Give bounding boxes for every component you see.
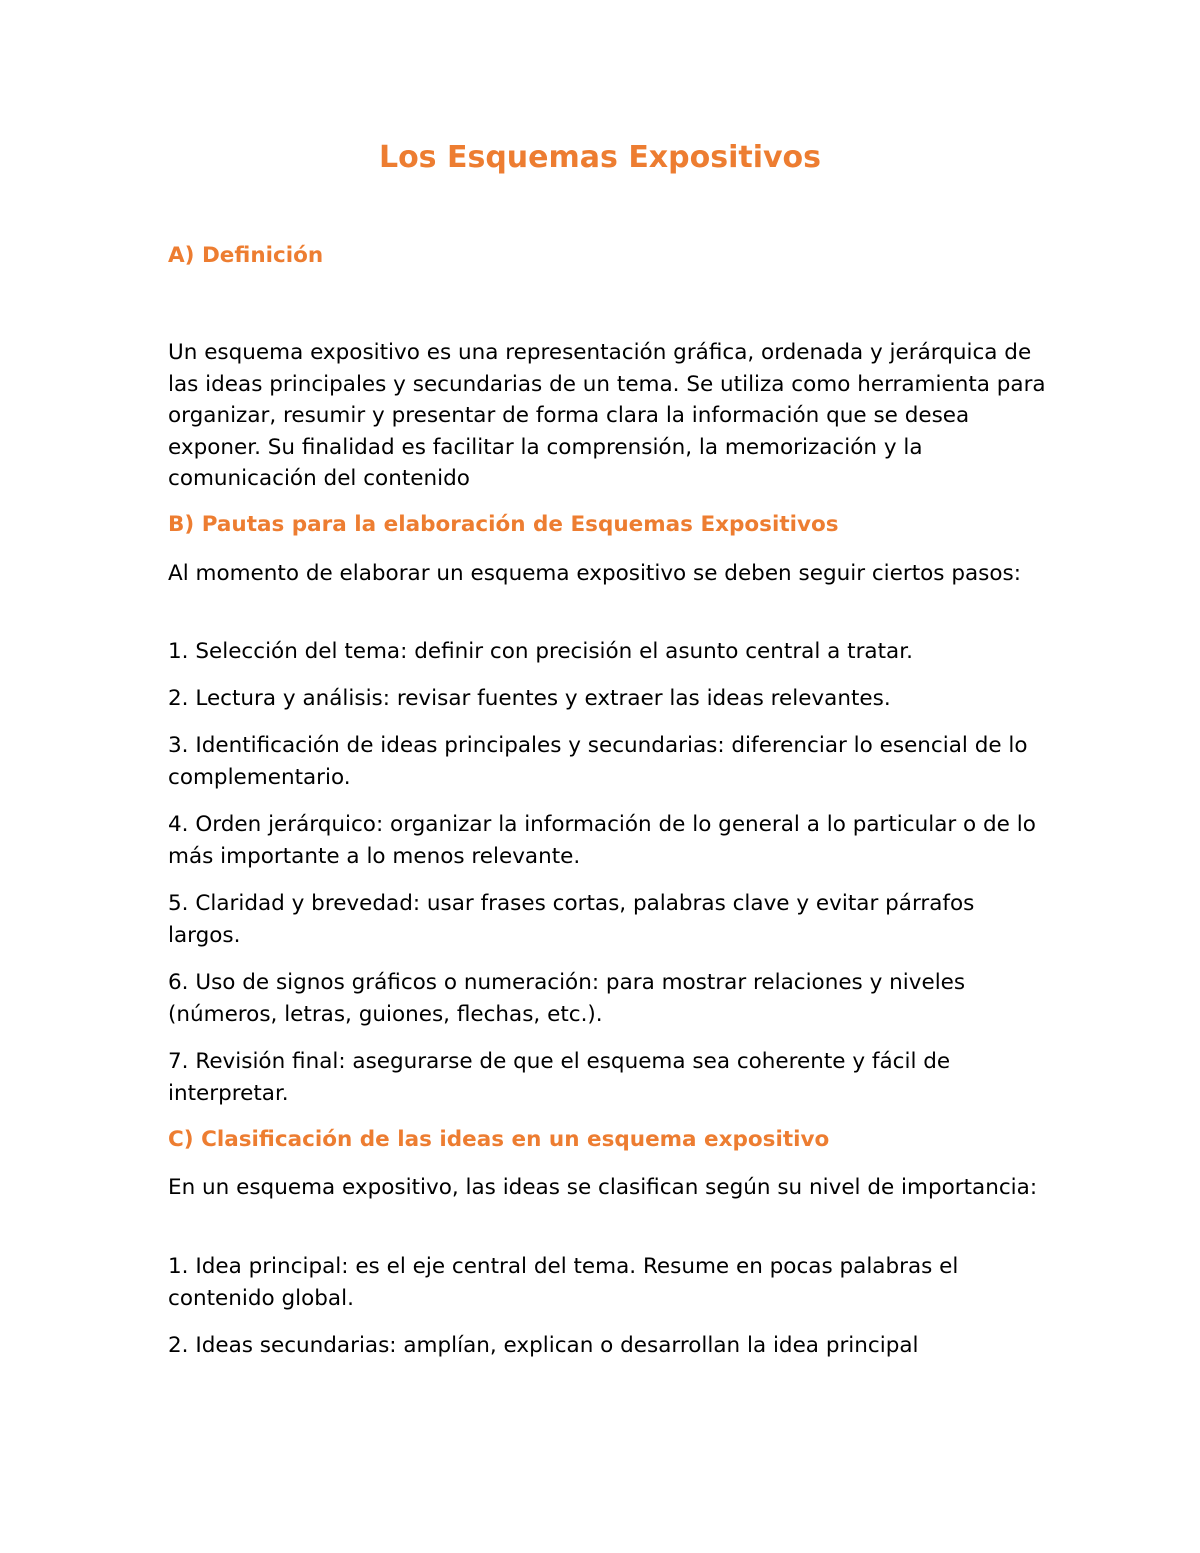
section-b-step-7: 7. Revisión final: asegurarse de que el esquema sea coherente y fácil de interpretar. bbox=[168, 1049, 951, 1106]
section-b-intro: Al momento de elaborar un esquema expositivo se deben seguir ciertos pasos: bbox=[168, 561, 1021, 586]
section-b-step-3: 3. Identificación de ideas principales y secundarias: diferenciar lo esencial de lo complementario. bbox=[168, 733, 1028, 790]
section-b-step-4: 4. Orden jerárquico: organizar la información de lo general a lo particular o de lo más importante a lo menos relevante. bbox=[168, 812, 1036, 869]
section-b-step-5: 5. Claridad y brevedad: usar frases cortas, palabras clave y evitar párrafos largos. bbox=[168, 891, 975, 948]
document-title: Los Esquemas Expositivos bbox=[378, 140, 822, 175]
section-b-step-1: 1. Selección del tema: definir con precisión el asunto central a tratar. bbox=[168, 639, 913, 664]
section-b-step-6: 6. Uso de signos gráficos o numeración: para mostrar relaciones y niveles (números, letras, guiones, flechas, etc.). bbox=[168, 970, 966, 1027]
section-a-body: Un esquema expositivo es una representación gráfica, ordenada y jerárquica de las ideas principales y secundarias de un tema. Se utiliza como herramienta para organizar, resumir y presentar de forma clara la información que se desea exponer. Su finalidad es facilitar la comprensión, la memorización y la comunicación del contenido bbox=[168, 340, 1046, 492]
section-c-intro: En un esquema expositivo, las ideas se clasifican según su nivel de importancia: bbox=[168, 1175, 1038, 1200]
section-b-step-2: 2. Lectura y análisis: revisar fuentes y extraer las ideas relevantes. bbox=[168, 686, 891, 711]
section-c-heading: C) Clasificación de las ideas en un esquema expositivo bbox=[168, 1127, 830, 1152]
section-a-heading: A) Definición bbox=[168, 243, 324, 268]
section-b-heading: B) Pautas para la elaboración de Esquemas Expositivos bbox=[168, 512, 839, 537]
section-c-item-1: 1. Idea principal: es el eje central del tema. Resume en pocas palabras el contenido global. bbox=[168, 1254, 959, 1311]
section-c-item-2: 2. Ideas secundarias: amplían, explican o desarrollan la idea principal bbox=[168, 1333, 919, 1358]
